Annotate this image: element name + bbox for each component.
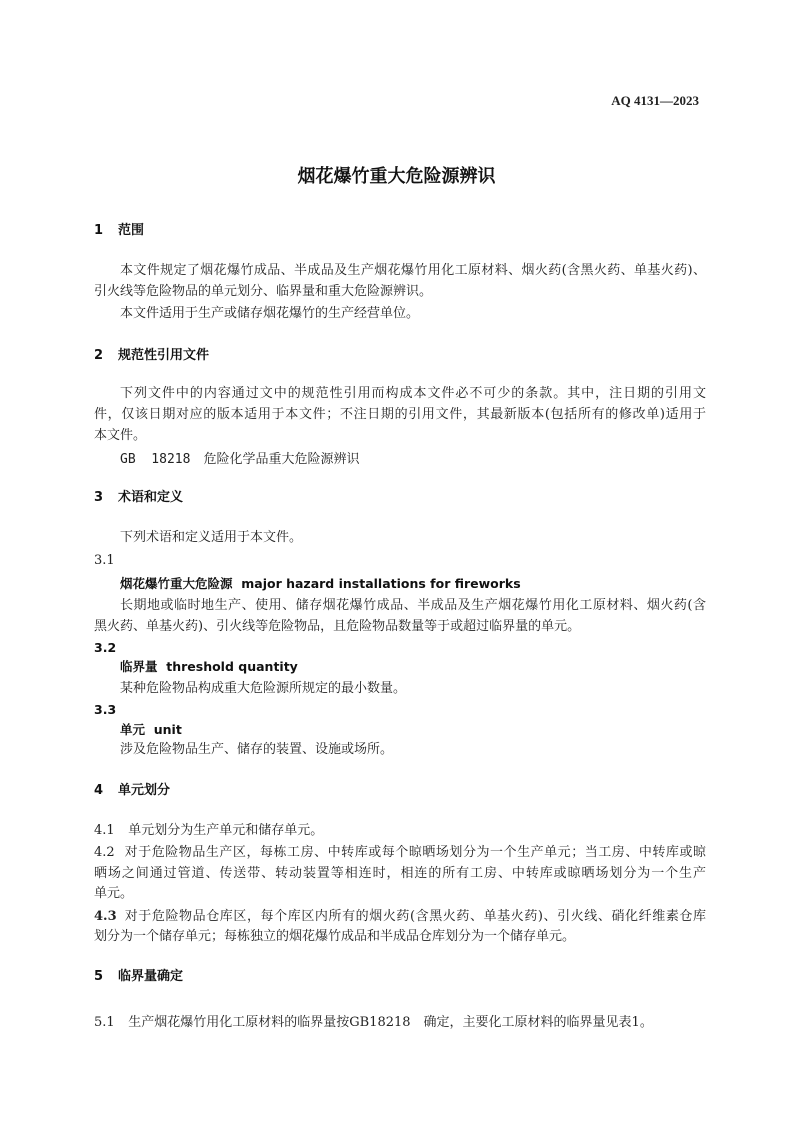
definition-line: 某种危险物品构成重大危险源所规定的最小数量。 [120,681,407,696]
clause-text: 对于危险物品仓库区，每个库区内所有的烟火药(含黑火药、单基火药)、引火线、硝化纤维素仓库 [124,909,706,924]
term-entry [120,576,521,592]
clause-number: 4.1 [94,823,115,838]
section-title: 范围 [118,223,145,238]
term-entry [120,659,298,675]
section-heading-4 [94,783,170,799]
term-entry [120,722,182,738]
section-heading-3 [94,490,183,506]
clause-4-3 [94,909,706,925]
clause-5-1 [94,1015,653,1031]
term-en: unit [153,722,182,737]
term-number: 3.1 [94,553,115,568]
clause-number: 4.2 [94,845,115,860]
section-number: 5 [94,969,104,984]
term-number: 3.2 [94,640,117,655]
section-number: 3 [94,490,104,505]
definition-line: 黑火药、单基火药)、引火线等危险物品，且危险物品数量等于或超过临界量的单元。 [94,619,581,634]
paragraph-line: 本文件规定了烟花爆竹成品、半成品及生产烟花爆竹用化工原材料、烟火药(含黑火药、单基火药)、 [120,263,706,278]
section-title: 单元划分 [118,783,171,798]
term-number: 3.3 [94,702,117,717]
term-en: threshold quantity [166,659,298,674]
clause-text: 单元划分为生产单元和储存单元。 [128,823,324,838]
term-zh: 单元 [120,722,146,737]
clause-text: 对于危险物品生产区，每栋工房、中转库或每个晾晒场划分为一个生产单元；当工房、中转库或晾 [124,845,706,860]
paragraph-line: 本文件。 [94,428,147,443]
clause-number: 4.3 [94,909,117,924]
clause-4-2 [94,845,706,861]
clause-text-line: 划分为一个储存单元；每栋独立的烟花爆竹成品和半成品仓库划分为一个储存单元。 [94,929,576,944]
section-title: 规范性引用文件 [118,348,210,363]
document-title: 烟花爆竹重大危险源辨识 [297,166,496,187]
clause-4-1 [94,823,323,839]
term-en: major hazard installations for fireworks [241,576,521,591]
paragraph-line: 引火线等危险物品的单元划分、临界量和重大危险源辨识。 [94,284,433,299]
term-zh: 烟花爆竹重大危险源 [120,576,233,591]
section-number: 4 [94,783,104,798]
section-title: 术语和定义 [118,490,184,505]
section-heading-1 [94,223,144,239]
clause-text-line: 单元。 [94,886,134,901]
document-number: AQ 4131—2023 [611,93,699,108]
reference-title: 危险化学品重大危险源辨识 [203,452,360,467]
section-heading-2 [94,348,209,364]
section-heading-5 [94,969,183,985]
definition-line: 长期地或临时地生产、使用、储存烟花爆竹成品、半成品及生产烟花爆竹用化工原材料、烟火药(含 [120,598,706,613]
term-zh: 临界量 [120,659,158,674]
normative-reference [120,452,359,468]
section-number: 1 [94,223,104,238]
reference-code: GB 18218 [120,452,191,467]
paragraph-line: 件，仅该日期对应的版本适用于本文件；不注日期的引用文件，其最新版本(包括所有的修改单)适用于 [94,407,706,422]
section-number: 2 [94,348,104,363]
paragraph-line: 本文件适用于生产或储存烟花爆竹的生产经营单位。 [120,306,420,321]
paragraph-line: 下列术语和定义适用于本文件。 [120,530,303,545]
paragraph-line: 下列文件中的内容通过文中的规范性引用而构成本文件必不可少的条款。其中，注日期的引用文 [120,386,706,401]
clause-text-line: 晒场之间通过管道、传送带、转动装置等相连时，相连的所有工房、中转库或晾晒场划分为一个生产 [94,866,706,881]
clause-text: 生产烟花爆竹用化工原材料的临界量按GB18218 确定，主要化工原材料的临界量见表1。 [128,1015,653,1030]
definition-line: 涉及危险物品生产、储存的装置、设施或场所。 [120,742,394,757]
clause-number: 5.1 [94,1015,115,1030]
section-title: 临界量确定 [118,969,184,984]
